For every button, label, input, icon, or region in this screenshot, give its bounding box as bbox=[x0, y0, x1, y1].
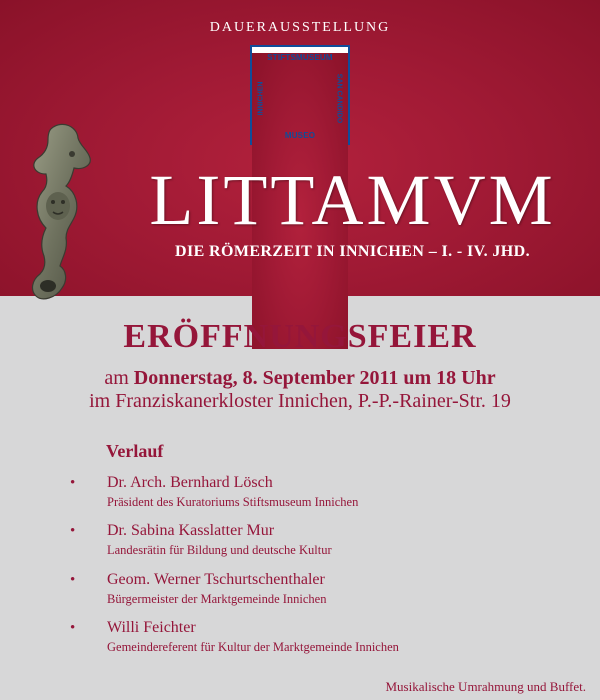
agenda-item-name: Willi Feichter bbox=[107, 619, 196, 636]
agenda-item-name: Dr. Arch. Bernhard Lösch bbox=[107, 474, 273, 491]
roman-oil-lamp-icon bbox=[22, 120, 94, 310]
agenda-item-role: Gemeindereferent für Kultur der Marktgemeinde Innichen bbox=[107, 640, 399, 654]
agenda-item-name: Dr. Sabina Kasslatter Mur bbox=[107, 522, 275, 539]
event-date-prefix: am bbox=[104, 367, 134, 389]
kicker-text: DAUERAUSSTELLUNG bbox=[209, 20, 391, 35]
stiftsmuseum-logo bbox=[250, 45, 350, 145]
agenda-item-role: Landesrätin für Bildung und deutsche Kultur bbox=[107, 543, 332, 557]
bullet-icon: • bbox=[70, 475, 76, 491]
logo-top-text: STIFTSMUSEUM bbox=[252, 53, 348, 349]
bullet-icon: • bbox=[70, 620, 76, 636]
exhibition-title: LITTAMVM bbox=[149, 160, 556, 240]
footer-note: Musikalische Umrahmung und Buffet. bbox=[385, 679, 586, 694]
bullet-icon: • bbox=[70, 523, 76, 539]
logo-right-text: SAN CANDIDO bbox=[335, 73, 343, 124]
exhibition-subtitle: DIE RÖMERZEIT IN INNICHEN – I. - IV. JHD. bbox=[175, 243, 530, 260]
event-date-bold: Donnerstag, 8. September 2011 um 18 Uhr bbox=[133, 367, 496, 389]
event-title: ERÖFFNUNGSFEIER bbox=[123, 318, 477, 355]
bullet-icon: • bbox=[70, 572, 76, 588]
event-date bbox=[0, 367, 600, 390]
logo-left-text: INNICHEN bbox=[257, 81, 265, 116]
event-location: im Franziskanerkloster Innichen, P.-P.-Rainer-Str. 19 bbox=[89, 390, 511, 412]
logo-bottom-text: MUSEO bbox=[284, 131, 316, 140]
agenda-heading: Verlauf bbox=[106, 441, 164, 461]
agenda-item-role: Bürgermeister der Marktgemeinde Innichen bbox=[107, 592, 327, 606]
agenda-item-name: Geom. Werner Tschurtschenthaler bbox=[107, 571, 325, 588]
agenda-item-role: Präsident des Kuratoriums Stiftsmuseum Innichen bbox=[107, 495, 359, 509]
